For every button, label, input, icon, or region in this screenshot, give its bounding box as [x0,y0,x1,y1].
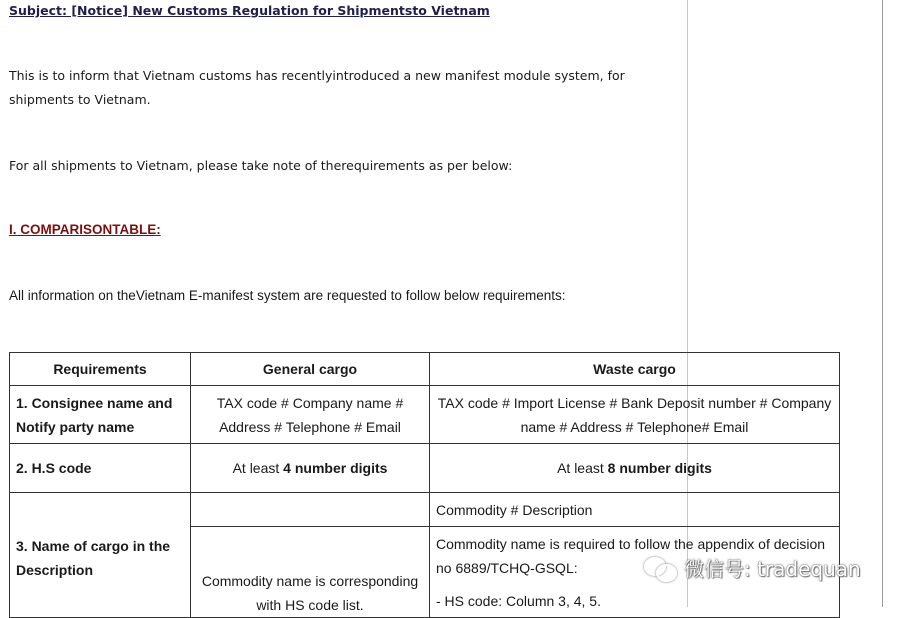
cell-general-hs-code: At least 4 number digits [191,444,430,493]
cell-general-commodity-top [191,493,430,527]
table-row [10,444,840,493]
cell-waste-commodity: Commodity name is required to follow the appendix of decision no 6889/TCHQ-GSQL: - HS code: Column 3, 4, 5. [430,527,840,618]
cell-general-consignee: TAX code # Company name # Address # Telephone # Email [191,386,430,444]
header-requirements: Requirements [10,353,191,386]
cell-waste-commodity-top: Commodity # Description [430,493,840,527]
wechat-icon [644,555,678,581]
email-subject: Subject: [Notice] New Customs Regulation for Shipmentsto Vietnam [9,3,490,18]
header-waste-cargo: Waste cargo [430,353,840,386]
notice-paragraph: For all shipments to Vietnam, please take note of therequirements as per below: [9,158,513,173]
cell-waste-hs-code: At least 8 number digits [430,444,840,493]
intro-line-2: shipments to Vietnam. [9,92,151,107]
table-row [10,386,840,444]
table-row [10,493,840,527]
requirements-intro: All information on theVietnam E-manifest system are requested to follow below requirements: [9,288,566,303]
cell-general-commodity: Commodity name is corresponding with HS code list. [191,527,430,618]
cell-waste-consignee: TAX code # Import License # Bank Deposit number # Company name # Address # Telephone# Email [430,386,840,444]
intro-line-1: This is to inform that Vietnam customs has recentlyintroduced a new manifest module system, for [9,68,625,83]
wechat-watermark [644,553,861,582]
table-header-row [10,353,840,386]
row-label-consignee: 1. Consignee name and Notify party name [10,386,191,444]
row-label-name-of-cargo: 3. Name of cargo in the Description [10,493,191,618]
section-heading: I. COMPARISONTABLE: [9,222,161,237]
row-label-hs-code: 2. H.S code [10,444,191,493]
watermark-text: 微信号: tradequan [684,557,861,581]
header-general-cargo: General cargo [191,353,430,386]
page-edge-line [882,0,883,607]
intro-paragraph [9,64,649,112]
